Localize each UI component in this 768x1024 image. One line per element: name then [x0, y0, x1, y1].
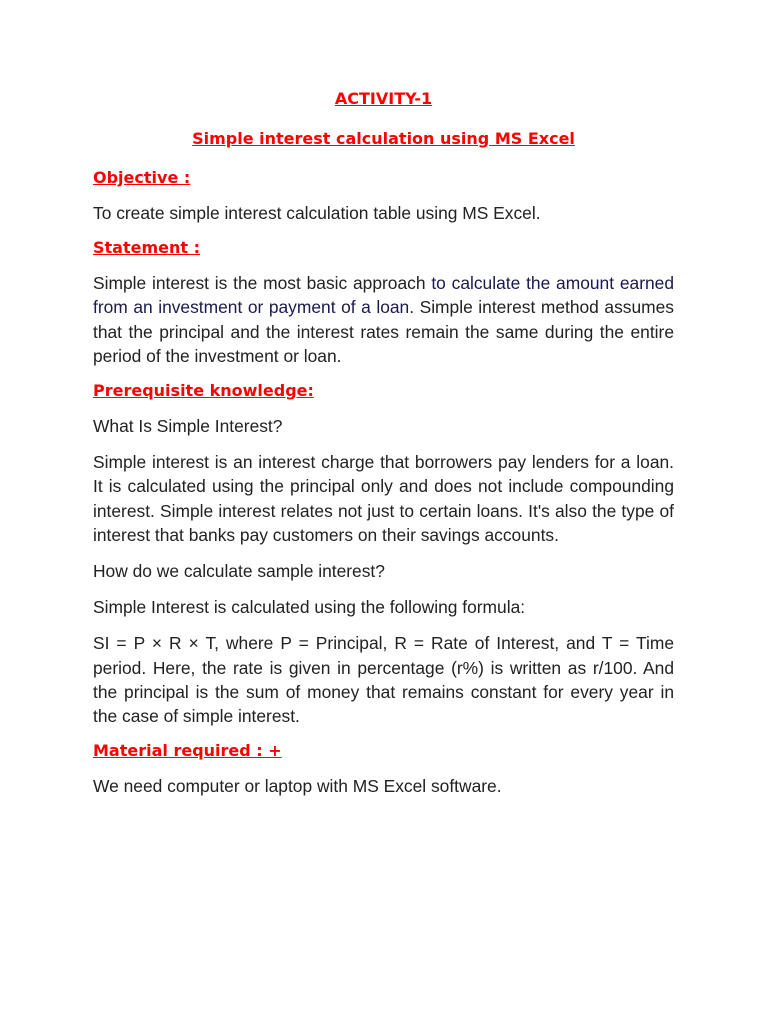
activity-title: ACTIVITY-1	[334, 89, 433, 108]
statement-text-highlight: to calculate the amount earned from an investment or payment of a loan	[93, 273, 674, 318]
prerequisite-heading: Prerequisite knowledge:	[93, 381, 314, 401]
material-heading: Material required : +	[93, 741, 282, 761]
statement-text-end: . Simple interest method assumes that the principal and the interest rates remain the same during the entire period of the investment or loan.	[93, 297, 674, 366]
formula-text: SI = P × R × T, where P = Principal, R = Rate of Interest, and T = Time period. Here, the rate is given in percentage (r%) is written as r/100. And the principal is the sum of money that remains constant for every year in the case of simple interest.	[93, 633, 674, 727]
prerequisite-answer-1: Simple interest is an interest charge that borrowers pay lenders for a loan. It is calculated using the principal only and does not include compounding interest. Simple interest relates not just to certain loans. It's also the type of interest that banks pay customers on their savings accounts.	[93, 452, 674, 545]
prerequisite-question-2: How do we calculate sample interest?	[93, 561, 385, 582]
statement-text	[93, 271, 674, 368]
objective-text: To create simple interest calculation table using MS Excel.	[93, 203, 541, 223]
prerequisite-question-1: What Is Simple Interest?	[93, 416, 283, 437]
objective-heading: Objective :	[93, 168, 191, 187]
prerequisite-answer-2-intro: Simple Interest is calculated using the following formula:	[93, 597, 526, 618]
statement-text-start: Simple interest is the most basic approach	[93, 273, 432, 294]
statement-heading: Statement :	[93, 238, 200, 258]
material-text: We need computer or laptop with MS Excel software.	[93, 776, 502, 797]
activity-subtitle: Simple interest calculation using MS Excel	[192, 129, 575, 148]
